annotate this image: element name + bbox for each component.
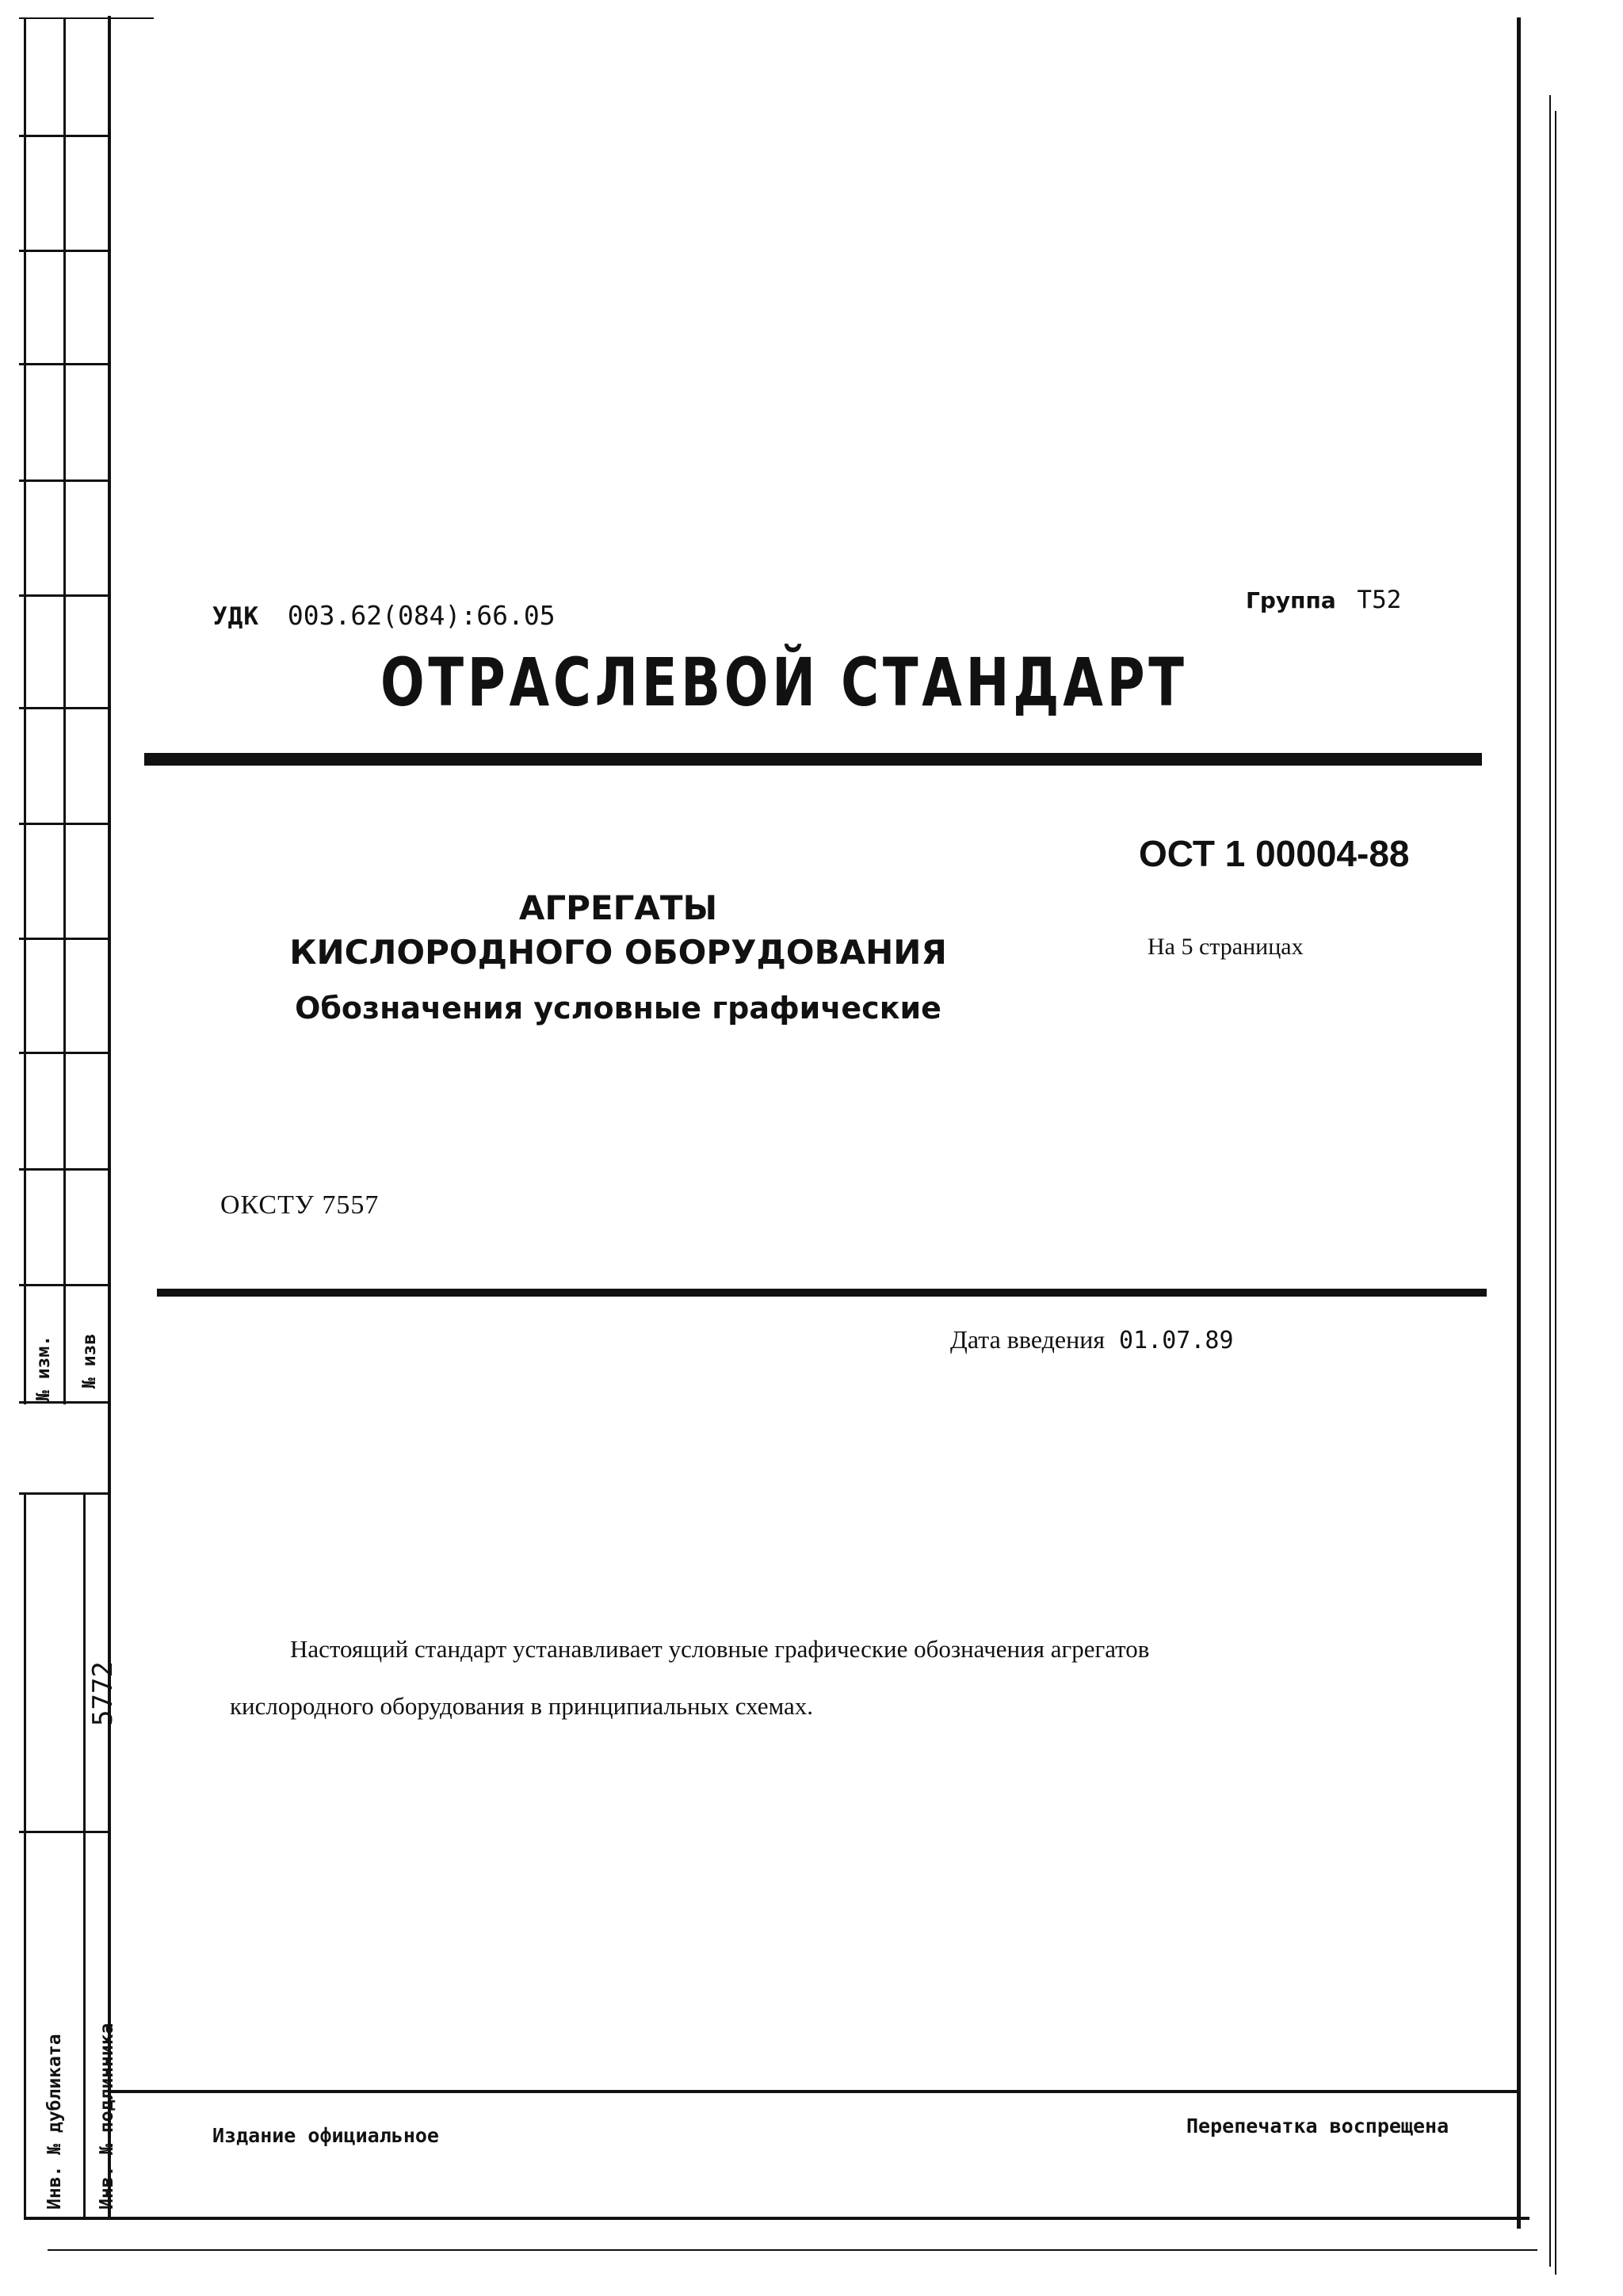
group-value: Т52	[1357, 586, 1402, 614]
stamp-row-line	[19, 250, 109, 252]
original-inventory-label: Инв. № подлинника	[97, 2023, 117, 2210]
udk-value: 003.62(084):66.05	[287, 600, 556, 631]
paragraph-line-2-text: кислородного оборудования в принципиальных схемах.	[230, 1692, 813, 1720]
frame-right-outer-line	[1549, 95, 1551, 2267]
date-value: 01.07.89	[1119, 1327, 1234, 1354]
group-label: Группа	[1246, 587, 1336, 613]
footer-official-edition: Издание официальное	[212, 2124, 439, 2147]
footer-divider-line	[111, 2090, 1520, 2093]
frame-bottom-line	[24, 2217, 1529, 2220]
stamp-row-line	[19, 1492, 109, 1495]
paragraph-line-1	[230, 1621, 1474, 1678]
standard-subtitle: Обозначения условные графические	[295, 991, 941, 1026]
frame-right-line	[1517, 17, 1521, 2229]
intro-paragraph	[230, 1621, 1474, 1735]
frame-left-line	[108, 16, 111, 2219]
duplicate-inventory-label: Инв. № дубликата	[44, 2034, 65, 2210]
stamp-row-line	[19, 1831, 109, 1833]
section-rule-thick	[157, 1289, 1487, 1297]
stamp-col-line-1	[24, 19, 26, 1404]
frame-top-line	[19, 17, 154, 19]
stamp-row-line	[19, 938, 109, 940]
frame-bottom-outer-line	[48, 2249, 1537, 2251]
date-label: Дата введения	[950, 1325, 1106, 1354]
introduction-date	[950, 1325, 1234, 1354]
stamp-row-line	[19, 363, 109, 365]
standard-title-line-2: КИСЛОРОДНОГО ОБОРУДОВАНИЯ	[289, 933, 947, 972]
notice-number-label: № изв	[79, 1333, 100, 1389]
stamp-col-line-2	[63, 19, 66, 1404]
stamp-row-line	[19, 1401, 109, 1404]
group-line	[1246, 586, 1401, 614]
title-rule-thick	[144, 753, 1482, 766]
main-title: ОТРАСЛЕВОЙ СТАНДАРТ	[380, 644, 1188, 721]
stamp-col-line-4	[83, 1492, 86, 2219]
stamp-col-line-3	[24, 1492, 26, 2219]
page-count: На 5 страницах	[1148, 934, 1304, 960]
stamp-row-line	[19, 1168, 109, 1171]
paragraph-line-1-text: Настоящий стандарт устанавливает условные графические обозначения агрегатов	[290, 1635, 1150, 1663]
stamp-row-line	[19, 135, 109, 137]
standard-title-block	[269, 886, 967, 1041]
frame-right-outer-line-2	[1555, 111, 1556, 2275]
stamp-row-line	[19, 823, 109, 825]
udk-label: УДК	[212, 602, 259, 631]
stamp-row-line	[19, 1052, 109, 1054]
stamp-row-line	[19, 479, 109, 482]
stamp-row-line	[19, 594, 109, 597]
original-inventory-number: 5772	[87, 1661, 119, 1726]
stamp-row-line	[19, 1284, 109, 1286]
change-number-label: № изм.	[33, 1335, 54, 1401]
footer-reprint-prohibited: Перепечатка воспрещена	[1186, 2115, 1449, 2137]
udk-line	[212, 600, 556, 631]
okstu-code: ОКСТУ 7557	[220, 1190, 380, 1220]
standard-number: ОСТ 1 00004-88	[1139, 833, 1410, 874]
stamp-row-line	[19, 707, 109, 709]
standard-title-line-1: АГРЕГАТЫ	[518, 888, 718, 927]
